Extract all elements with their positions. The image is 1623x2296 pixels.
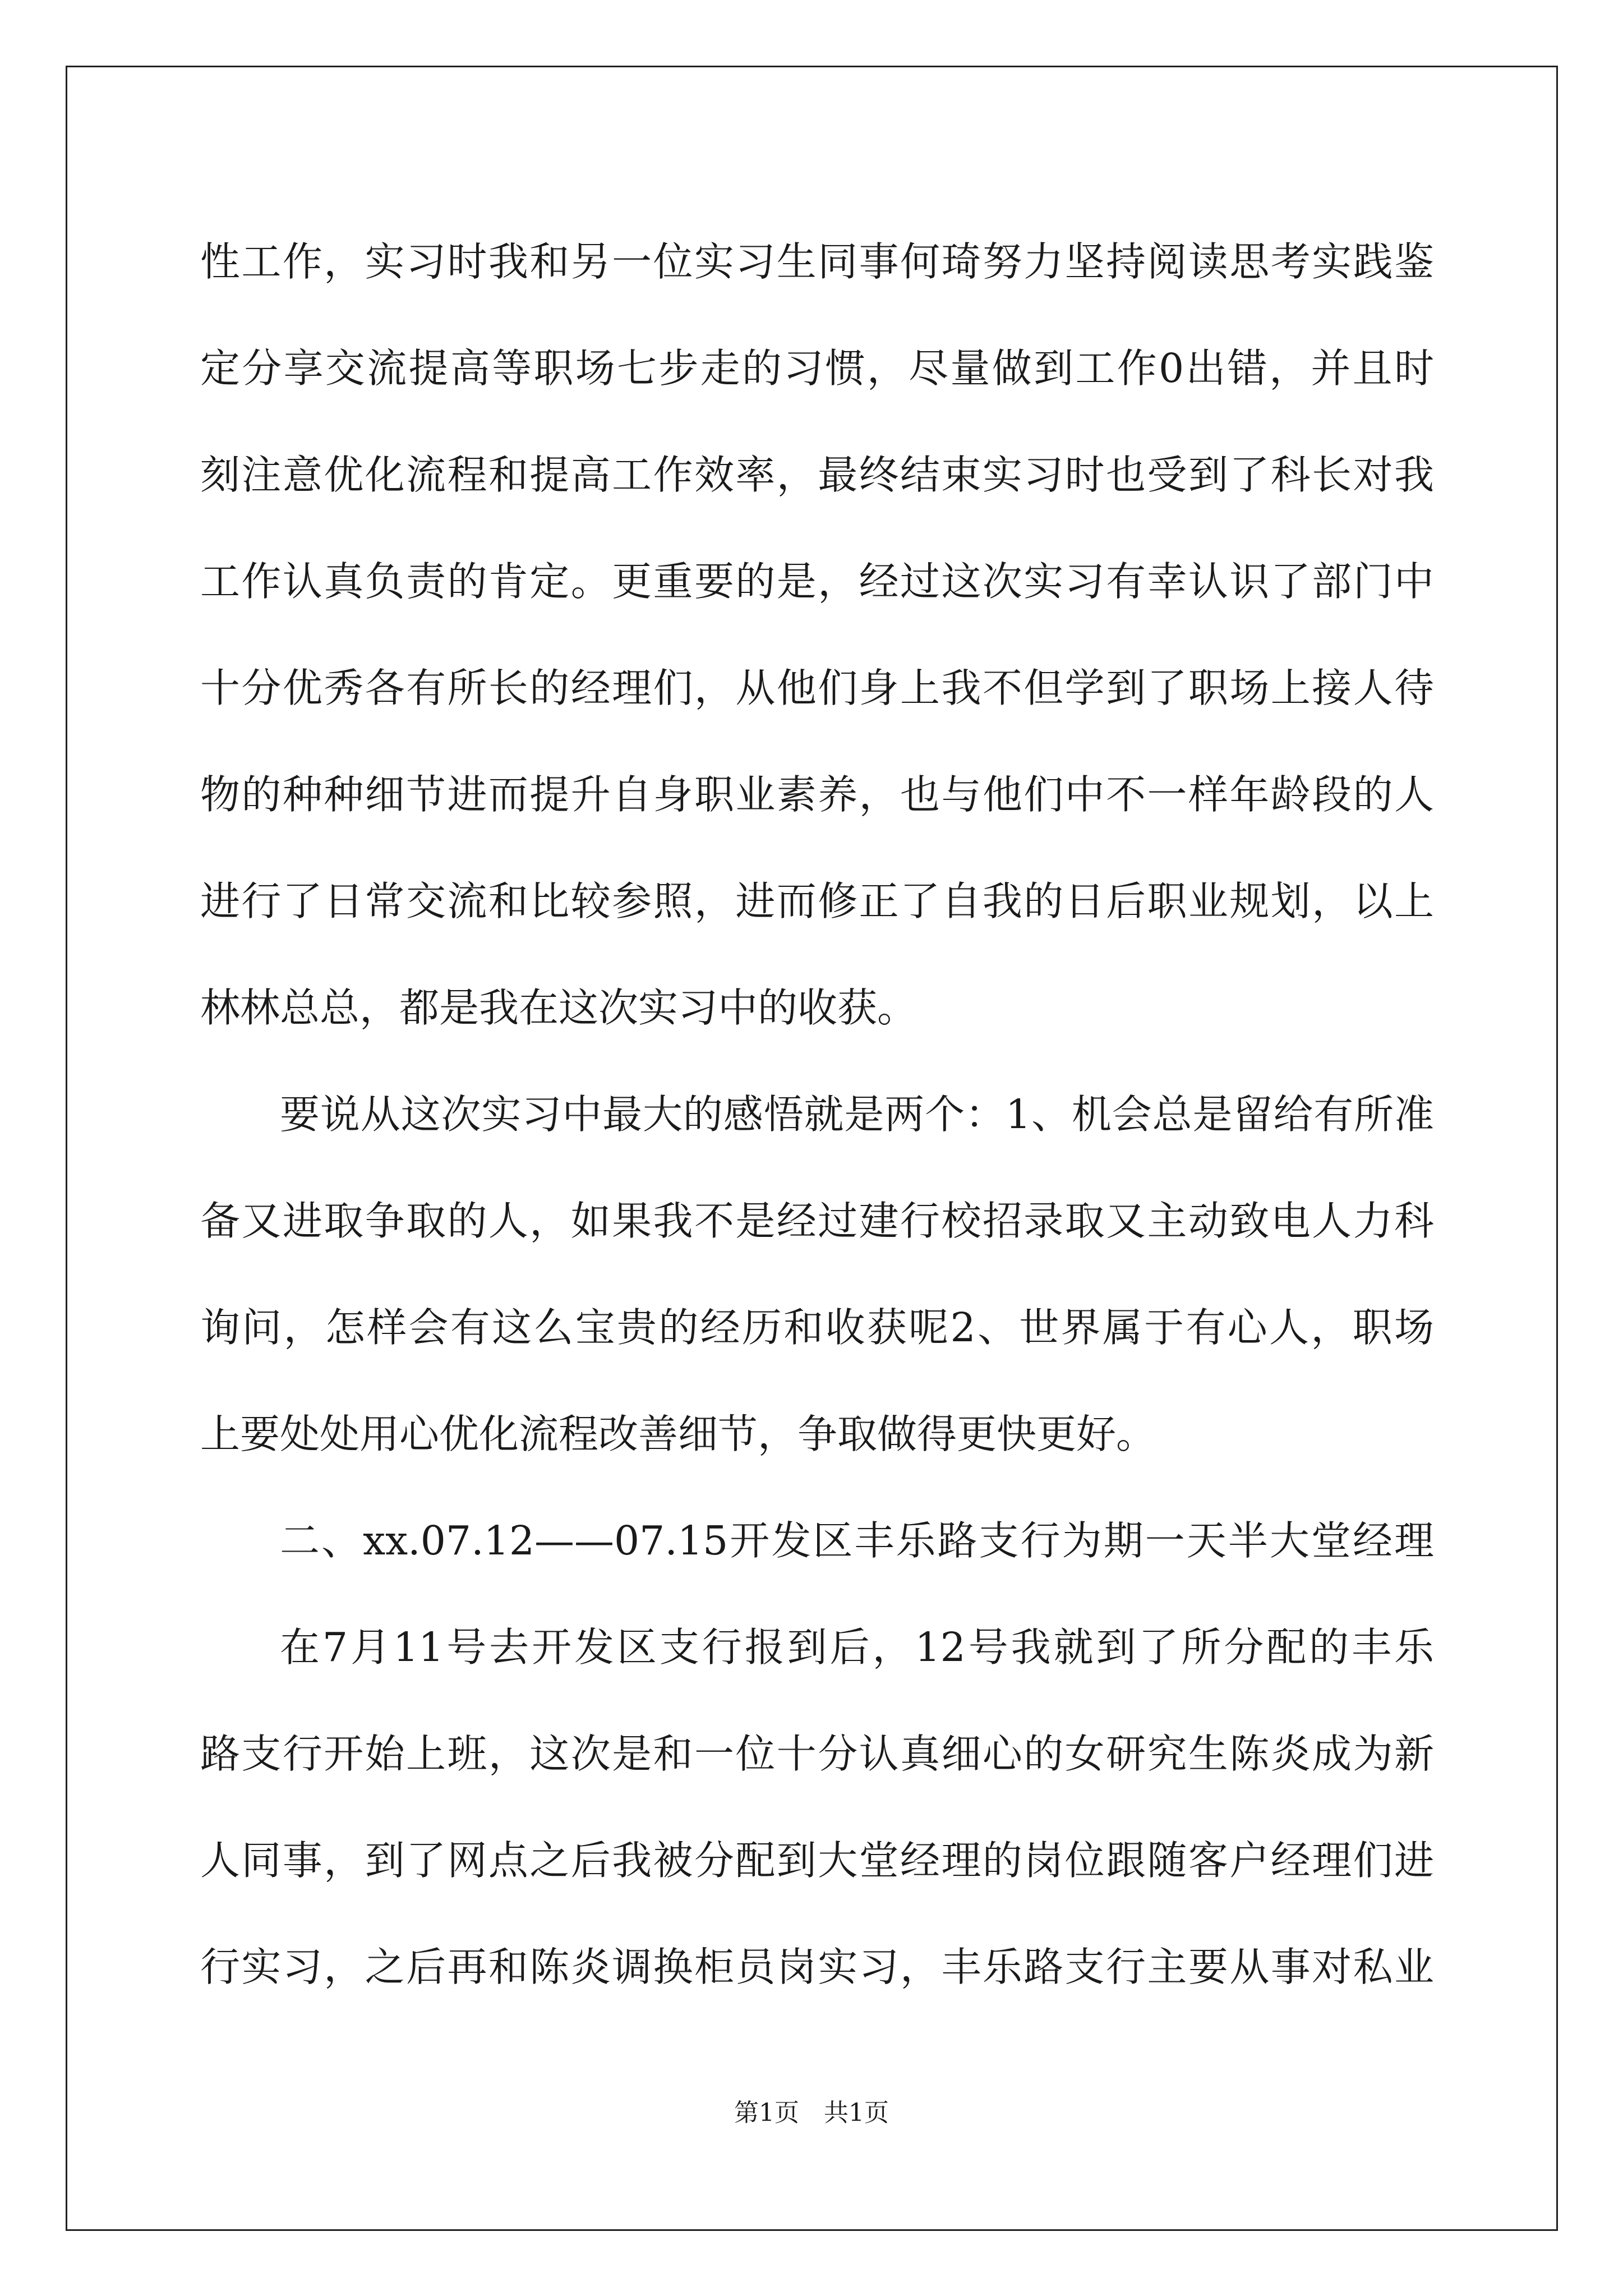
text-line: 询问，怎样会有这么宝贵的经历和收获呢2、世界属于有心人，职场 <box>200 1304 1434 1351</box>
text-line: 备又进取争取的人，如果我不是经过建行校招录取又主动致电人力科 <box>200 1198 1434 1244</box>
text-line: 定分享交流提高等职场七步走的习惯，尽量做到工作0出错，并且时 <box>200 345 1434 392</box>
text-line: 进行了日常交流和比较参照，进而修正了自我的日后职业规划，以上 <box>200 878 1434 924</box>
page-footer: 第1页 共1页 <box>734 2099 889 2127</box>
text-line: 二、xx.07.12——07.15开发区丰乐路支行为期一天半大堂经理 <box>280 1517 1434 1564</box>
text-line: 十分优秀各有所长的经理们，从他们身上我不但学到了职场上接人待 <box>200 665 1434 711</box>
text-line: 林林总总，都是我在这次实习中的收获。 <box>200 984 917 1031</box>
text-line: 上要处处用心优化流程改善细节，争取做得更快更好。 <box>200 1411 1156 1457</box>
text-line: 工作认真负责的肯定。更重要的是，经过这次实习有幸认识了部门中 <box>200 558 1434 605</box>
text-line: 路支行开始上班，这次是和一位十分认真细心的女研究生陈炎成为新 <box>200 1731 1434 1777</box>
text-line: 刻注意优化流程和提高工作效率，最终结束实习时也受到了科长对我 <box>200 452 1434 498</box>
text-line: 性工作，实习时我和另一位实习生同事何琦努力坚持阅读思考实践鉴 <box>200 238 1434 285</box>
document-body <box>200 209 1434 2021</box>
text-line: 要说从这次实习中最大的感悟就是两个：1、机会总是留给有所准 <box>280 1091 1434 1138</box>
text-line: 在7月11号去开发区支行报到后，12号我就到了所分配的丰乐 <box>280 1624 1434 1671</box>
text-line: 物的种种细节进而提升自身职业素养，也与他们中不一样年龄段的人 <box>200 771 1434 818</box>
text-line: 行实习，之后再和陈炎调换柜员岗实习，丰乐路支行主要从事对私业 <box>200 1944 1434 1990</box>
text-line: 人同事，到了网点之后我被分配到大堂经理的岗位跟随客户经理们进 <box>200 1837 1434 1884</box>
